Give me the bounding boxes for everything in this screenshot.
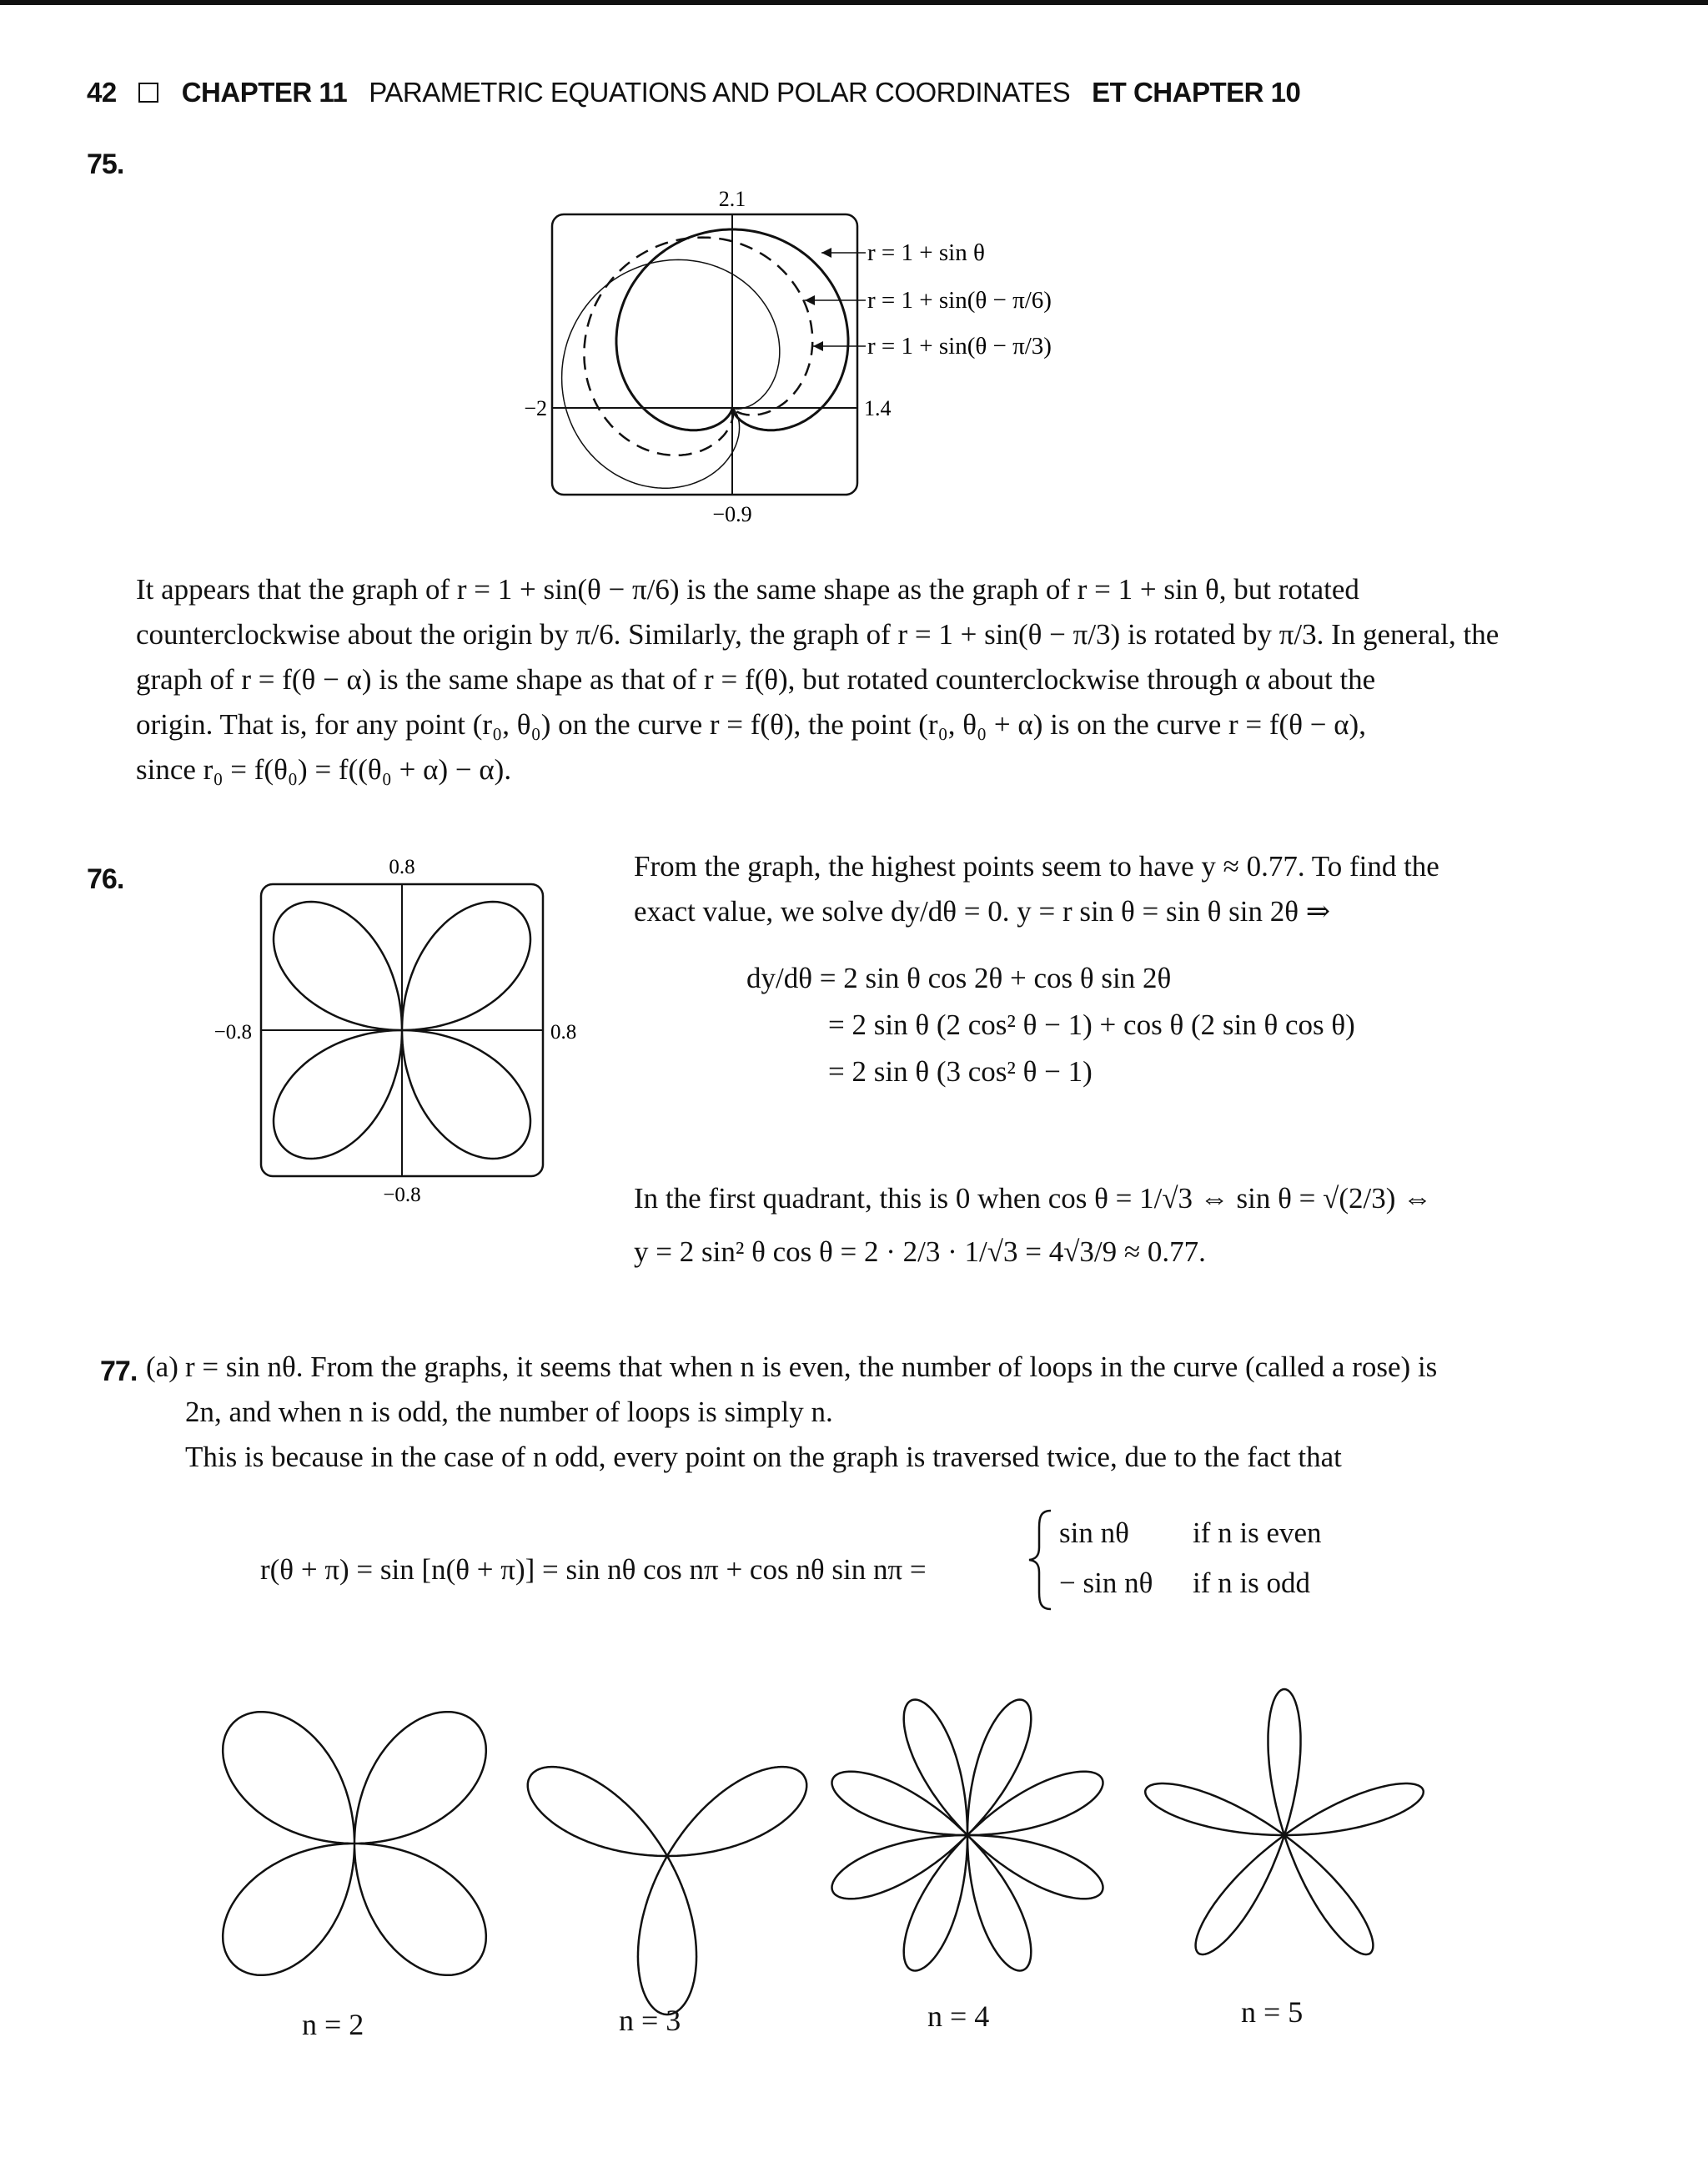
problem-75-figure <box>500 179 1134 530</box>
symmetry-equation: r(θ + π) = sin [n(θ + π)] = sin nθ cos nπ + cos nθ sin nπ = <box>260 1553 927 1586</box>
problem-76-intro <box>634 844 1439 934</box>
rose-curve-n4 <box>832 1700 1103 1971</box>
problem-77-number: 77. <box>100 1356 138 1387</box>
rose-label-n4: n = 4 <box>927 1999 990 2033</box>
rose-label-n2: n = 2 <box>302 2008 364 2041</box>
et-chapter-label: ET CHAPTER 10 <box>1092 77 1301 108</box>
case-even <box>1059 1508 1322 1558</box>
text-line: It appears that the graph of r = 1 + sin(θ − π/6) is the same shape as the graph of r = 1 + sin θ, but rotated <box>136 573 1359 606</box>
problem-76-number: 76. <box>87 863 124 895</box>
chapter-label: CHAPTER 11 <box>181 77 348 108</box>
legend-label-3: r = 1 + sin(θ − π/3) <box>867 333 1052 360</box>
derivation-line: = 2 sin θ (3 cos² θ − 1) <box>828 1055 1093 1088</box>
figure-76-top-label: 0.8 <box>389 856 415 878</box>
figure-76-left-label: −0.8 <box>214 1021 252 1044</box>
rose-curve-n3 <box>528 1767 806 2015</box>
figure-75-left-label: −2 <box>524 396 547 420</box>
text-line: graph of r = f(θ − α) is the same shape as that of r = f(θ), but rotated counterclockwise through α about the <box>136 663 1376 696</box>
running-header <box>87 77 1300 108</box>
figure-76-right-label: 0.8 <box>550 1021 577 1044</box>
case-expr: sin nθ <box>1059 1517 1129 1549</box>
case-odd <box>1059 1558 1322 1608</box>
rose-label-n3: n = 3 <box>619 2004 681 2037</box>
text-line: origin. That is, for any point (r₀, θ₀) on the curve r = f(θ), the point (r₀, θ₀ + α) is on the curve r = f(θ − α), <box>136 708 1366 741</box>
text-line: In the first quadrant, this is 0 when cos θ = 1/√3 ⇔ sin θ = √(2/3) ⇔ <box>634 1182 1433 1215</box>
figure-76-bottom-label: −0.8 <box>383 1184 421 1205</box>
brace-shape <box>1029 1511 1051 1609</box>
cardioid-shift-pi-3 <box>562 259 780 488</box>
page-number: 42 <box>87 77 117 108</box>
problem-77-part: (a) <box>146 1351 178 1383</box>
text-line: counterclockwise about the origin by π/6. Similarly, the graph of r = 1 + sin(θ − π/3) is rotated by π/3. In general, the <box>136 618 1500 651</box>
text-line: exact value, we solve dy/dθ = 0. y = r sin θ = sin θ sin 2θ ⇒ <box>634 895 1331 928</box>
figure-75-top-label: 2.1 <box>718 187 746 211</box>
chapter-title: PARAMETRIC EQUATIONS AND POLAR COORDINATES <box>369 77 1071 108</box>
rose-n5-figure <box>1118 1668 1451 2002</box>
text-line: r = sin nθ. From the graphs, it seems that when n is even, the number of loops in the curve (called a rose) is <box>185 1351 1438 1383</box>
cases-block <box>1059 1508 1322 1608</box>
rose-curve-n5 <box>1145 1689 1424 1954</box>
problem-75-number: 75. <box>87 148 124 180</box>
text-line: y = 2 sin² θ cos θ = 2 · 2/3 · 1/√3 = 4√3/9 ≈ 0.77. <box>634 1235 1206 1268</box>
case-cond: if n is odd <box>1193 1567 1310 1599</box>
text-line: This is because in the case of n odd, every point on the graph is traversed twice, due to the fact that <box>185 1441 1342 1473</box>
legend-label-1: r = 1 + sin θ <box>867 239 985 266</box>
square-icon <box>138 83 158 103</box>
text-line: since r₀ = f(θ₀) = f((θ₀ + α) − α). <box>136 753 512 786</box>
problem-75-text <box>136 567 1499 792</box>
arrowhead-icon <box>821 248 831 258</box>
text-line: From the graph, the highest points seem to have y ≈ 0.77. To find the <box>634 850 1439 883</box>
top-rule <box>0 0 1708 5</box>
figure-75-bottom-label: −0.9 <box>712 502 752 526</box>
case-cond: if n is even <box>1193 1517 1322 1549</box>
problem-76-figure <box>200 847 600 1205</box>
cardioid-shift-pi-6 <box>584 238 812 455</box>
problem-76-conclusion <box>634 1172 1432 1279</box>
case-expr: − sin nθ <box>1059 1567 1153 1599</box>
figure-75-right-label: 1.4 <box>864 396 892 420</box>
text-line: 2n, and when n is odd, the number of loops is simply n. <box>185 1396 833 1428</box>
arrowhead-icon <box>813 341 823 351</box>
derivation-line: = 2 sin θ (2 cos² θ − 1) + cos θ (2 sin θ cos θ) <box>828 1009 1355 1041</box>
rose-n2-figure <box>192 1660 517 2027</box>
arrowhead-icon <box>805 295 815 305</box>
legend-label-2: r = 1 + sin(θ − π/6) <box>867 287 1052 314</box>
cases-brace <box>1026 1506 1056 1614</box>
rose-curve-n2 <box>223 1712 486 1975</box>
derivation-line: dy/dθ = 2 sin θ cos 2θ + cos θ sin 2θ <box>746 962 1172 994</box>
rose-label-n5: n = 5 <box>1241 1995 1304 2029</box>
rose-n4-figure <box>801 1668 1134 2002</box>
rose-n3-figure <box>500 1685 834 2019</box>
problem-76-derivation <box>746 955 1355 1095</box>
problem-77-text <box>185 1345 1437 1480</box>
